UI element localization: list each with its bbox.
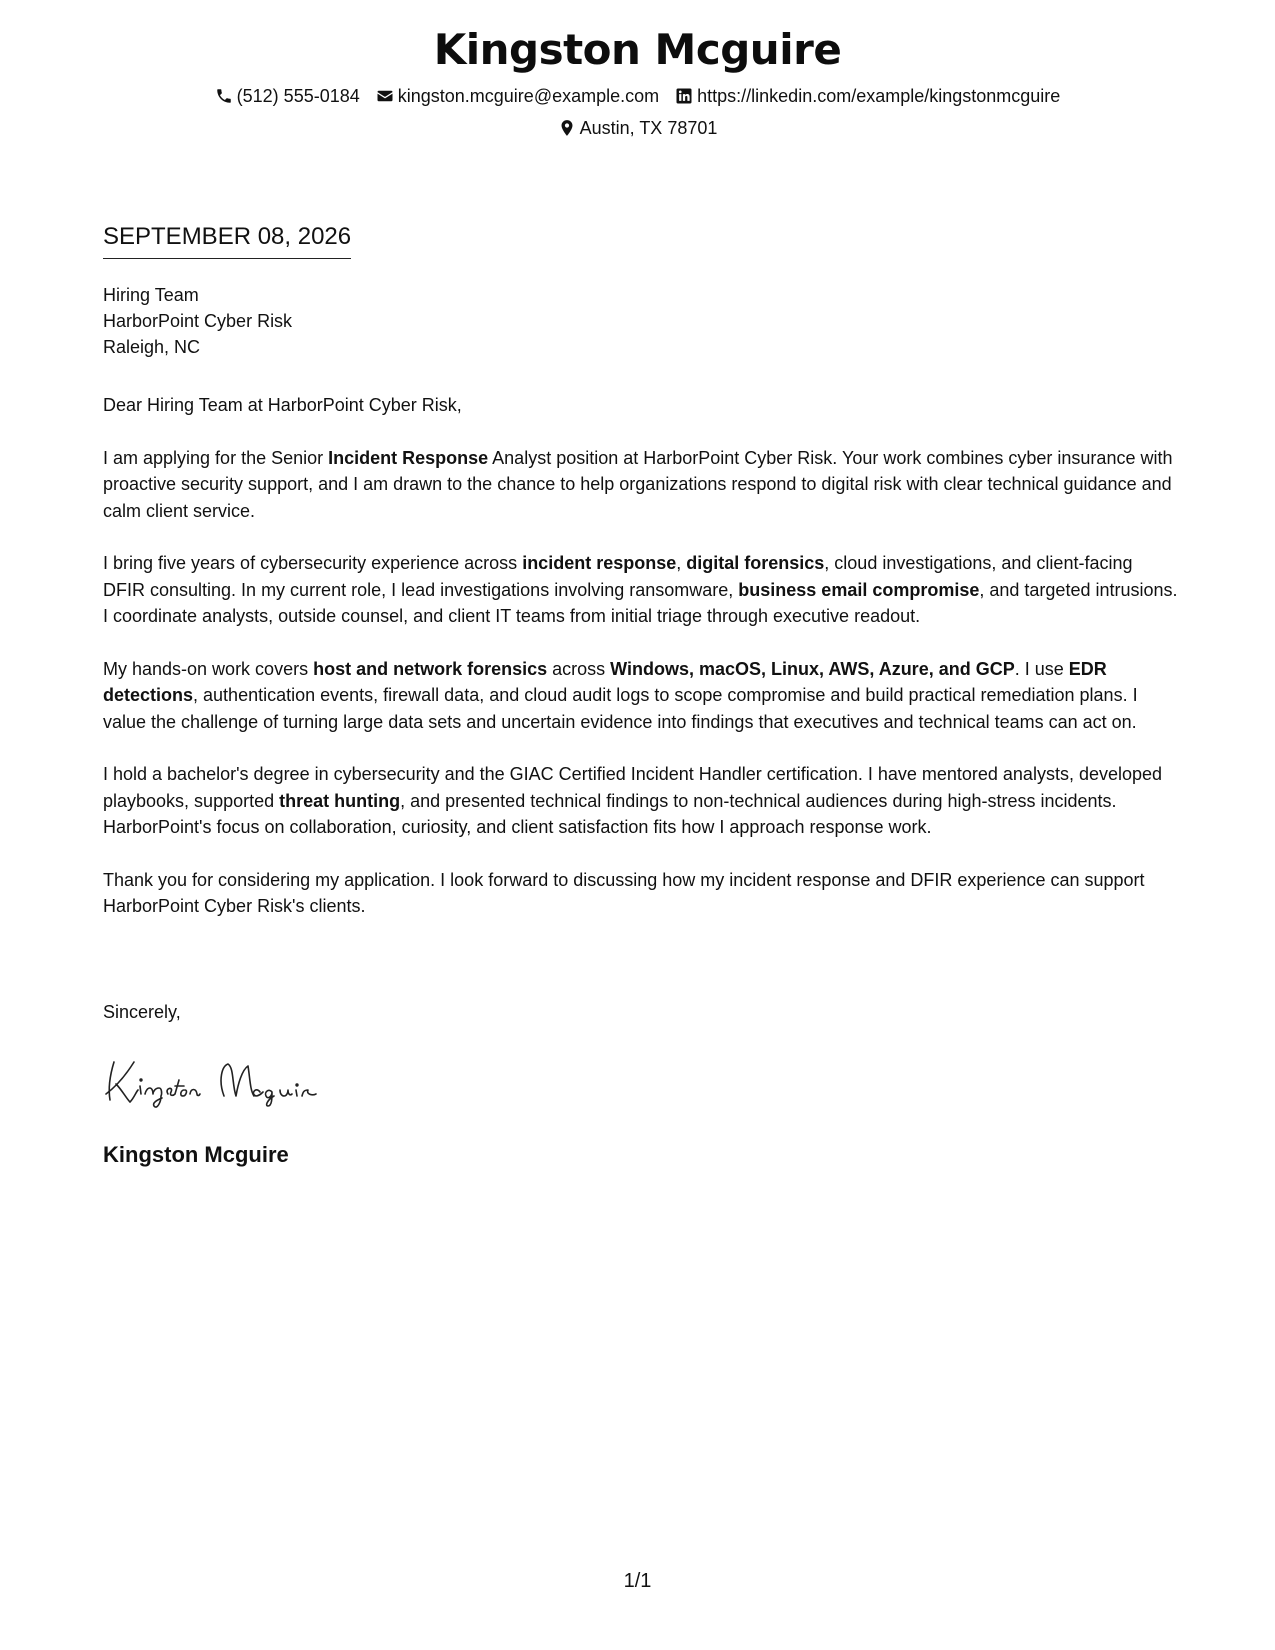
text-run: , — [676, 553, 687, 573]
text-run: I am applying for the Senior — [103, 447, 329, 468]
letter-date: SEPTEMBER 08, 2026 — [103, 222, 351, 259]
text-run: , authentication events, firewall data, and cloud audit logs to scope compromise and build practical remediation plans. I value the challenge of turning large data sets and uncertain evidence into findings that executives and technical teams can act on. — [103, 685, 1138, 732]
bold-run: incident response — [522, 553, 677, 573]
recipient-city: Raleigh, NC — [103, 337, 201, 357]
text-run: , cloud investigations, and client-facing DFIR consulting. In my current role, I lead investigations involving ransomware, — [103, 553, 1133, 600]
linkedin-icon — [675, 87, 693, 105]
applicant-name: Kingston Mcguire — [433, 25, 842, 74]
text-run: Analyst position at HarborPoint Cyber Risk. Your work combines cyber insurance with proactive security support, and I am drawn to the chance to help organizations respond to digital risk with clear technical guidance and calm client service. — [103, 447, 1173, 521]
contact-row — [0, 84, 1275, 108]
paragraph-3 — [103, 656, 1178, 736]
handwritten-signature — [100, 1050, 370, 1110]
text-run: , and targeted intrusions. I coordinate analysts, outside counsel, and client IT teams from initial triage through executive readout. — [103, 579, 1178, 626]
location-text: Austin, TX 78701 — [579, 118, 718, 138]
contact-row-location — [0, 116, 1275, 140]
bold-run: business email compromise — [738, 579, 980, 600]
page-number: 1/1 — [623, 1570, 652, 1592]
letter-date-block — [103, 222, 351, 259]
text-run: I bring five years of cybersecurity experience across — [103, 553, 523, 573]
bold-run: digital forensics — [686, 553, 825, 573]
contact-linkedin[interactable] — [675, 84, 1060, 108]
bold-run: threat hunting — [279, 790, 401, 811]
recipient-company: HarborPoint Cyber Risk — [103, 311, 293, 331]
contact-email[interactable] — [376, 84, 659, 108]
phone-text: (512) 555-0184 — [236, 86, 360, 106]
contact-location — [558, 116, 718, 140]
map-marker-icon — [558, 119, 576, 137]
letter-header — [0, 22, 1275, 140]
envelope-icon — [376, 87, 394, 105]
text-run: . I use — [1014, 658, 1069, 679]
letter-body — [103, 392, 1178, 946]
bold-run: Incident Response — [328, 447, 489, 468]
linkedin-link[interactable]: https://linkedin.com/example/kingstonmcguire — [697, 86, 1061, 106]
bold-run: host and network forensics — [313, 658, 548, 679]
text-run: I hold a bachelor's degree in cybersecurity and the GIAC Certified Incident Handler certification. I have mentored analysts, developed playbooks, supported — [103, 764, 1163, 811]
paragraph-4 — [103, 761, 1178, 841]
text-run: My hands-on work covers — [103, 658, 314, 679]
bold-run: EDR detections — [103, 658, 1107, 705]
recipient-address — [103, 282, 292, 360]
contact-phone — [215, 84, 360, 108]
paragraph-5: Thank you for considering my application. I look forward to discussing how my incident response and DFIR experience can support HarborPoint Cyber Risk's clients. — [103, 869, 1145, 916]
text-run: , and presented technical findings to non-technical audiences during high-stress incidents. HarborPoint's focus on collaboration, curiosity, and client satisfaction fits how I approach response work. — [103, 790, 1117, 837]
paragraph-2 — [103, 550, 1178, 630]
paragraph-1 — [103, 445, 1178, 525]
text-run: across — [547, 658, 611, 679]
bold-run: Windows, macOS, Linux, AWS, Azure, and GCP — [610, 658, 1015, 679]
recipient-line: Hiring Team — [103, 285, 199, 305]
closing: Sincerely, — [103, 1002, 181, 1022]
phone-icon — [215, 87, 233, 105]
signed-name: Kingston Mcguire — [103, 1142, 289, 1167]
salutation: Dear Hiring Team at HarborPoint Cyber Risk, — [103, 395, 462, 415]
email-link[interactable]: kingston.mcguire@example.com — [397, 86, 660, 106]
